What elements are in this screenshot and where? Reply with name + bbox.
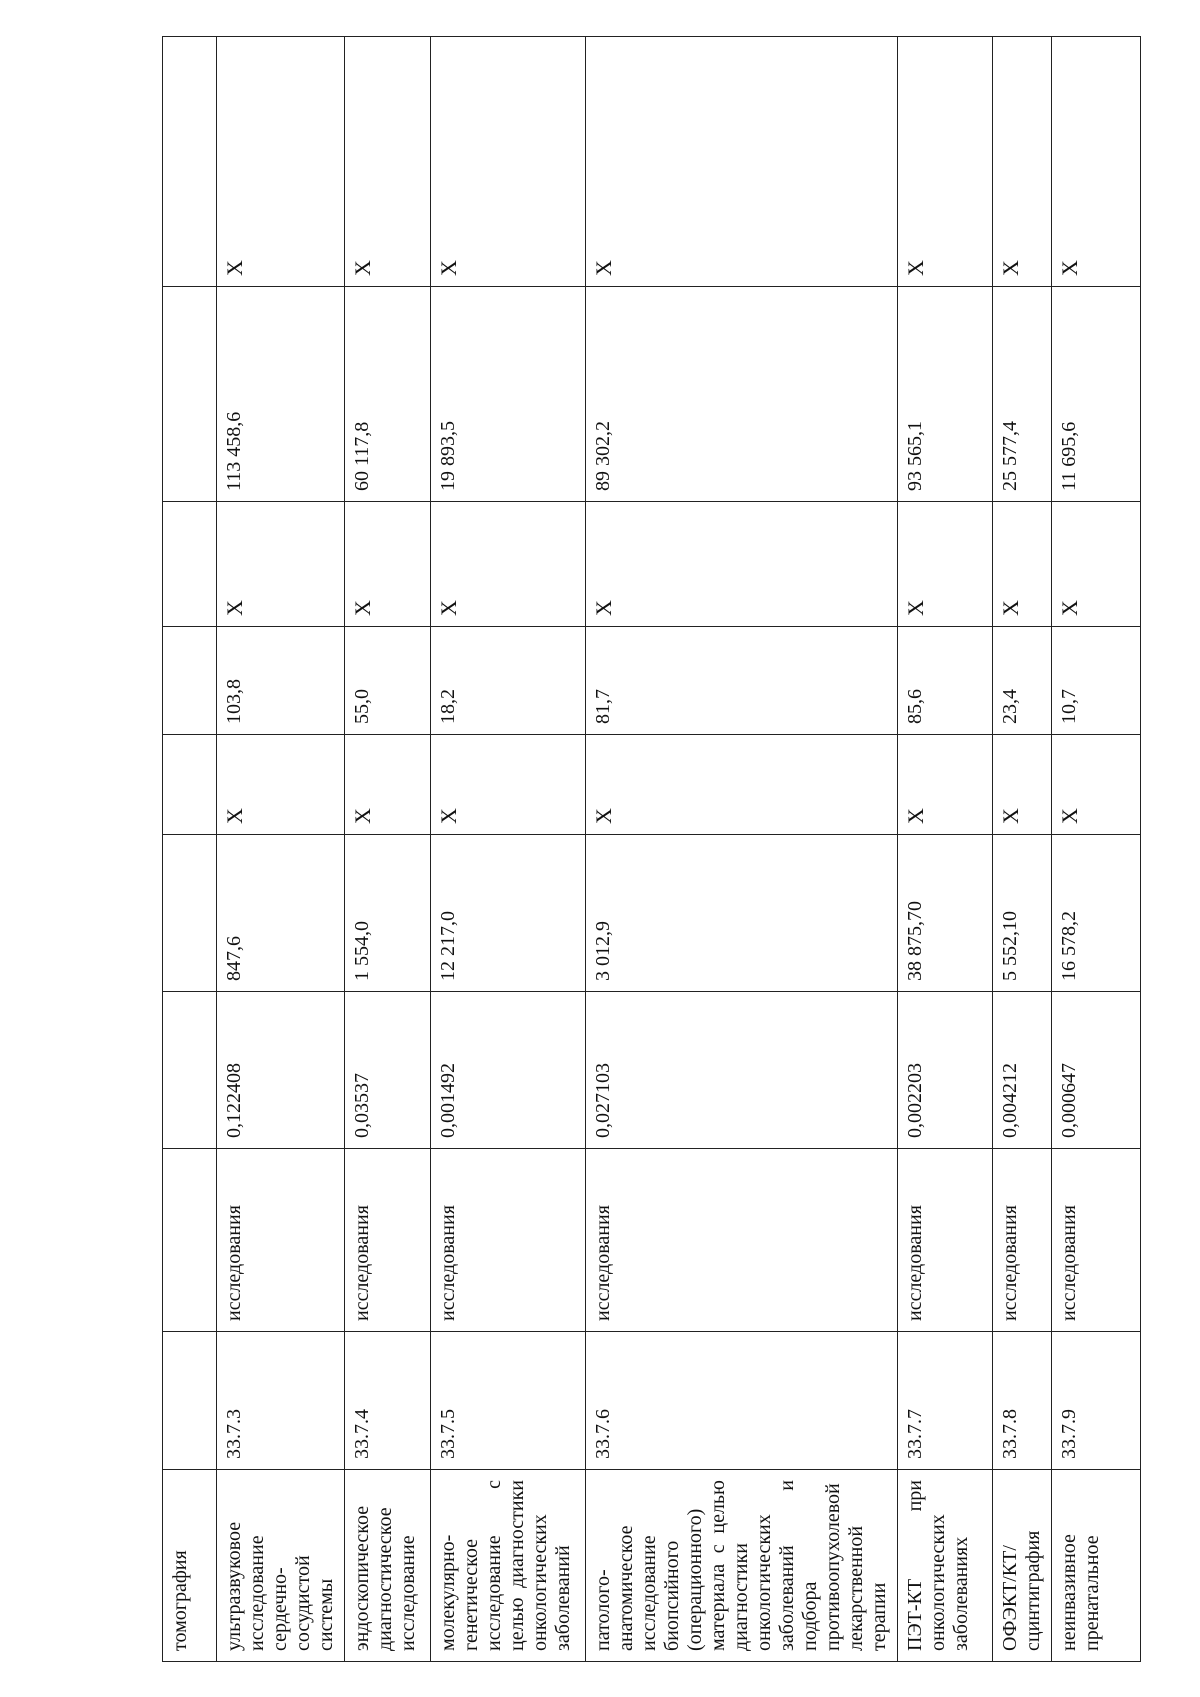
cost-cell: [163, 835, 217, 992]
table-row: [993, 37, 1052, 1662]
table-row: [586, 37, 898, 1662]
unit-cell: исследования: [345, 1149, 431, 1332]
total-cell: 113 458,6: [217, 287, 345, 502]
financing-cell: [163, 627, 217, 735]
code-cell: 33.7.4: [345, 1332, 431, 1470]
code-cell: 33.7.8: [993, 1332, 1052, 1470]
financing-cell: 81,7: [586, 627, 898, 735]
cost-cell: 12 217,0: [431, 835, 586, 992]
financing-cell: 85,6: [898, 627, 993, 735]
x-cell: Х: [345, 37, 431, 287]
x-cell: Х: [217, 502, 345, 627]
x-cell: Х: [217, 735, 345, 835]
name-cell: эндоскопическое диагностическое исследование: [345, 1470, 431, 1662]
x-cell: Х: [993, 735, 1052, 835]
financing-cell: 18,2: [431, 627, 586, 735]
x-cell: Х: [431, 502, 586, 627]
x-cell: Х: [431, 37, 586, 287]
cost-cell: 38 875,70: [898, 835, 993, 992]
code-cell: 33.7.9: [1052, 1332, 1141, 1470]
financing-cell: 23,4: [993, 627, 1052, 735]
table-row: [898, 37, 993, 1662]
cost-cell: 16 578,2: [1052, 835, 1141, 992]
unit-cell: исследования: [1052, 1149, 1141, 1332]
table-row: [345, 37, 431, 1662]
financing-cell: 10,7: [1052, 627, 1141, 735]
x-cell: Х: [898, 37, 993, 287]
name-cell: неинвазивное пренатальное: [1052, 1470, 1141, 1662]
total-cell: 89 302,2: [586, 287, 898, 502]
cost-cell: 5 552,10: [993, 835, 1052, 992]
x-cell: Х: [1052, 735, 1141, 835]
x-cell: Х: [345, 735, 431, 835]
unit-cell: исследования: [431, 1149, 586, 1332]
x-cell: Х: [898, 735, 993, 835]
code-cell: 33.7.3: [217, 1332, 345, 1470]
cost-cell: 847,6: [217, 835, 345, 992]
x-cell: Х: [1052, 37, 1141, 287]
x-cell: Х: [431, 735, 586, 835]
x-cell: Х: [993, 37, 1052, 287]
unit-cell: исследования: [898, 1149, 993, 1332]
x-cell: [163, 37, 217, 287]
unit-cell: исследования: [217, 1149, 345, 1332]
norm-cell: 0,002203: [898, 992, 993, 1149]
x-cell: Х: [1052, 502, 1141, 627]
code-cell: 33.7.6: [586, 1332, 898, 1470]
financing-cell: 55,0: [345, 627, 431, 735]
norm-cell: 0,004212: [993, 992, 1052, 1149]
total-cell: 93 565,1: [898, 287, 993, 502]
financing-cell: 103,8: [217, 627, 345, 735]
x-cell: Х: [586, 37, 898, 287]
total-cell: 19 893,5: [431, 287, 586, 502]
table-body: [163, 37, 1141, 1662]
code-cell: 33.7.7: [898, 1332, 993, 1470]
table-row: [217, 37, 345, 1662]
unit-cell: исследования: [586, 1149, 898, 1332]
total-cell: [163, 287, 217, 502]
norm-cell: 0,027103: [586, 992, 898, 1149]
total-cell: 60 117,8: [345, 287, 431, 502]
cost-cell: 3 012,9: [586, 835, 898, 992]
code-cell: 33.7.5: [431, 1332, 586, 1470]
total-cell: 11 695,6: [1052, 287, 1141, 502]
table-row: [431, 37, 586, 1662]
x-cell: Х: [993, 502, 1052, 627]
x-cell: Х: [345, 502, 431, 627]
table-row: [163, 37, 217, 1662]
unit-cell: [163, 1149, 217, 1332]
norm-cell: 0,000647: [1052, 992, 1141, 1149]
unit-cell: исследования: [993, 1149, 1052, 1332]
name-cell: ОФЭКТ/КТ/сцинтиграфия: [993, 1470, 1052, 1662]
table-row: [1052, 37, 1141, 1662]
x-cell: Х: [586, 502, 898, 627]
x-cell: Х: [898, 502, 993, 627]
x-cell: [163, 735, 217, 835]
total-cell: 25 577,4: [993, 287, 1052, 502]
norm-cell: 0,03537: [345, 992, 431, 1149]
x-cell: Х: [586, 735, 898, 835]
x-cell: [163, 502, 217, 627]
norm-cell: 0,122408: [217, 992, 345, 1149]
name-cell: ПЭТ-КТ при онкологических заболеваниях: [898, 1470, 993, 1662]
x-cell: Х: [217, 37, 345, 287]
name-cell: томография: [163, 1470, 217, 1662]
name-cell: ультразвуковое исследование сердечно-сосудистой системы: [217, 1470, 345, 1662]
code-cell: [163, 1332, 217, 1470]
tariff-table: [162, 36, 1141, 1662]
cost-cell: 1 554,0: [345, 835, 431, 992]
norm-cell: 0,001492: [431, 992, 586, 1149]
rotated-table-wrapper: [162, 37, 1103, 1662]
norm-cell: [163, 992, 217, 1149]
name-cell: молекулярно-генетическое исследование с целью диагностики онкологических заболеваний: [431, 1470, 586, 1662]
name-cell: патолого-анатомическое исследование биопсийного (операционного) материала с целью диагностики онкологических заболеваний и подбора противоопухолевой лекарственной терапии: [586, 1470, 898, 1662]
